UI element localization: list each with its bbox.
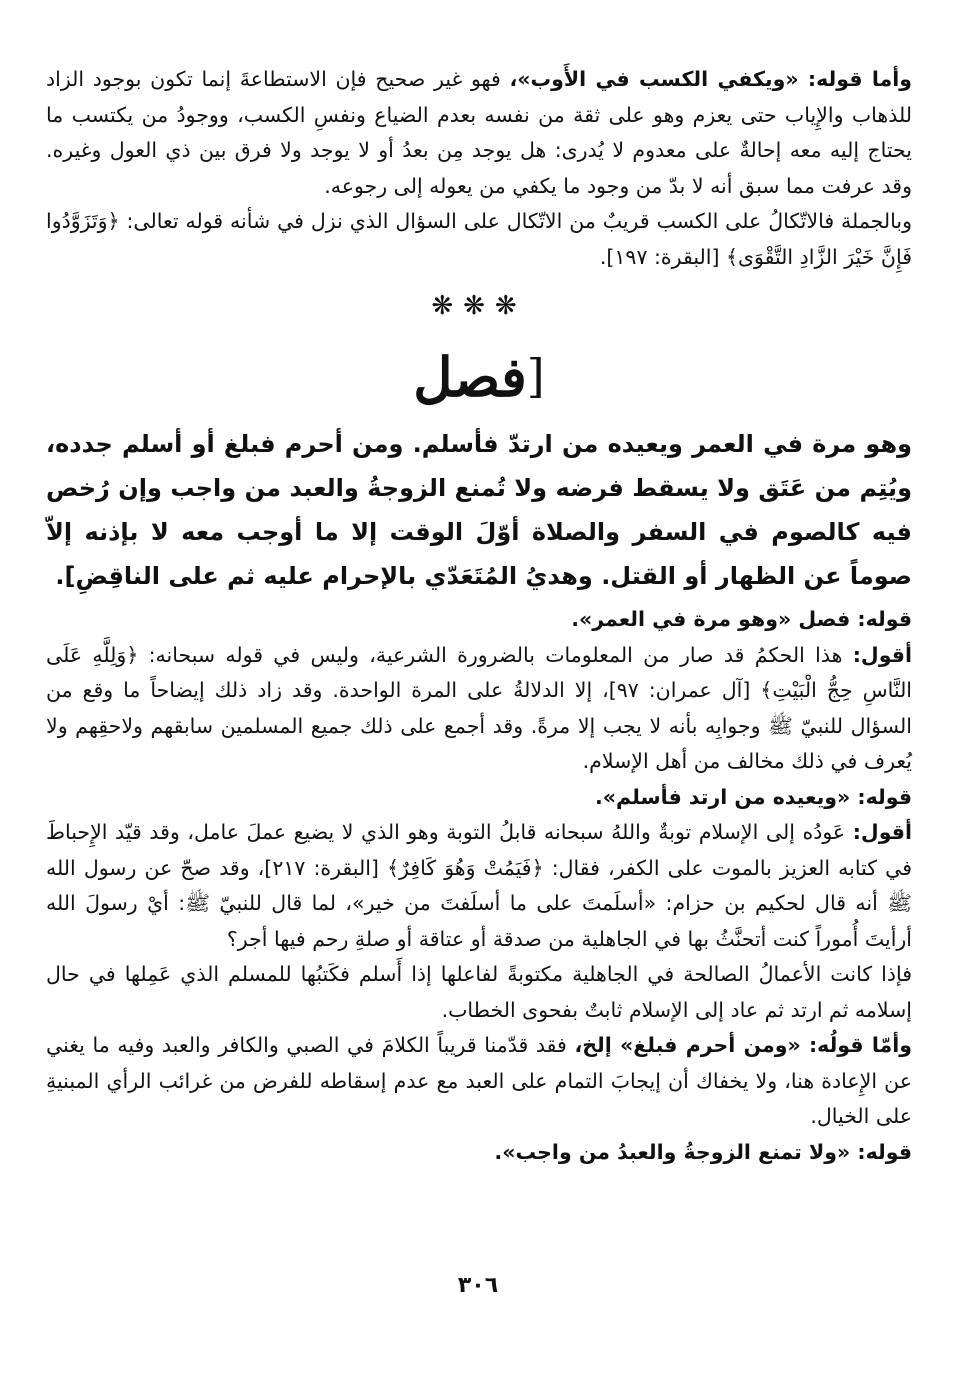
section-divider-stars: ❋❋❋ (431, 291, 527, 321)
heading-bracket: [ (526, 349, 545, 403)
paragraph-1 (46, 62, 912, 204)
commentary-paragraph-2 (46, 815, 912, 957)
paragraph-2 (46, 204, 912, 275)
paragraph-text: فقد قدّمنا قريباً الكلامَ في الصبي والكافر والعبد وفيه ما يغني عن الإِعادة هنا، ولا يخفاك أن إيجابَ التمام على العبد مع عدم إسقاطه للفرض من غرائب الرأي المبنيةِ على الخيال. (46, 1033, 912, 1128)
book-page (46, 62, 912, 1352)
commentary-quote-3 (46, 1135, 912, 1171)
paragraph-text: فهو غير صحيح فإن الاستطاعةَ إنما تكون بوجود الزاد للذهاب والإِياب حتى يعزم وهو على ثقة من نفسه بعدم الضياع ونفسِ الكسب، ووجودُ من يكتسب ما يحتاج إليه معه إحالةٌ على معدوم لا يُدرى: هل يوجد مِن بعدُ أو لا يوجد ولا فرق بين ذي العول وغيره. وقد عرفت مما سبق أنه لا بدّ من وجود ما يكفي من يعوله إلى رجوعه. (46, 67, 912, 198)
page-number: ٣٠٦ (457, 1273, 499, 1298)
paragraph-lead: وأمّا قولُه: «ومن أحرم فبلغ» إلخ، (574, 1033, 912, 1057)
paragraph-lead: قوله: فصل «وهو مرة في العمر». (571, 607, 912, 631)
section-heading-text: فصل (413, 345, 527, 409)
paragraph-text: هذا الحكمُ قد صار من المعلومات بالضرورة الشرعية، وليس في قوله سبحانه: ﴿وَلِلَّهِ عَلَى النَّاسِ حِجُّ الْبَيْتِ﴾ [آل عمران: ٩٧]، إلا الدلالةُ على المرة الواحدة. وقد زاد ذلك إيضاحاً ما وقع من السؤال للنبيّ ﷺ وجوابِه بأنه لا يجب إلا مرةً. وقد أجمع على ذلك جميع المسلمين سابقهم ولاحقِهم ولا يُعرف في ذلك مخالف من أهل الإسلام. (46, 642, 913, 773)
paragraph-lead: أقول: (852, 820, 912, 844)
commentary-quote-2 (46, 780, 912, 816)
paragraph-lead: أقول: (852, 642, 912, 667)
paragraph-lead: وأما قوله: «ويكفي الكسب في الأَوب»، (509, 67, 912, 91)
commentary-paragraph-3 (46, 957, 912, 1028)
paragraph-lead: قوله: «ويعيده من ارتد فأسلم». (595, 784, 912, 809)
section-heading (46, 341, 912, 412)
paragraph-text: وبالجملة فالاتّكالُ على الكسب قريبٌ من الاتّكال على السؤال الذي نزل في شأنه قوله تعالى: ﴿وَتَزَوَّدُوا فَإِنَّ خَيْرَ الزَّادِ التَّقْوَى﴾ [البقرة: ١٩٧]. (46, 209, 912, 269)
commentary-paragraph-1 (46, 638, 912, 780)
commentary-quote-1 (46, 602, 912, 638)
paragraph-lead: قوله: «ولا تمنع الزوجةُ والعبدُ من واجب». (494, 1139, 912, 1164)
commentary-paragraph-4 (46, 1028, 912, 1135)
paragraph-text: عَودُه إلى الإسلام توبةٌ واللهُ سبحانه قابلُ التوبة وهو الذي لا يضيع عملَ عامل، وقد قيّد الإِحباطَ في كتابه العزيز بالموت على الكفر، فقال: ﴿فَيَمُتْ وَهُوَ كَافِرٌ﴾ [البقرة: ٢١٧]، وقد صحّ عن رسول الله ﷺ أنه قال لحكيم بن حزام: «أسلَمتَ على ما أسلَفتَ من خير»، لما قال للنبيّ ﷺ: أيْ رسولَ الله أرأيتَ أُموراً كنت أتحنَّثُ بها في الجاهلية من صدقة أو عتاقة أو صلةِ رحم فيها أجر؟ (46, 820, 913, 951)
paragraph-text: فإذا كانت الأعمالُ الصالحة في الجاهلية مكتوبةً لفاعلها إذا أَسلم فكَتبُها للمسلم الذي عَمِلها في حال إسلامه ثم ارتد ثم عاد إلى الإسلام ثابتٌ بفحوى الخطاب. (46, 962, 912, 1022)
matn-text: وهو مرة في العمر ويعيده من ارتدّ فأسلم. ومن أحرم فبلغ أو أسلم جدده، ويُتِم من عَتَق ولا يسقط فرضه ولا تُمنع الزوجةُ والعبد من واجب وإن رُخص فيه كالصوم في السفر والصلاة أوّلَ الوقت إلا ما أوجب معه لا بإذنه إلاّ صوماً عن الظهار أو القتل. وهديُ المُتَعَدّي بالإحرام عليه ثم على الناقِضِ]. (46, 430, 912, 590)
